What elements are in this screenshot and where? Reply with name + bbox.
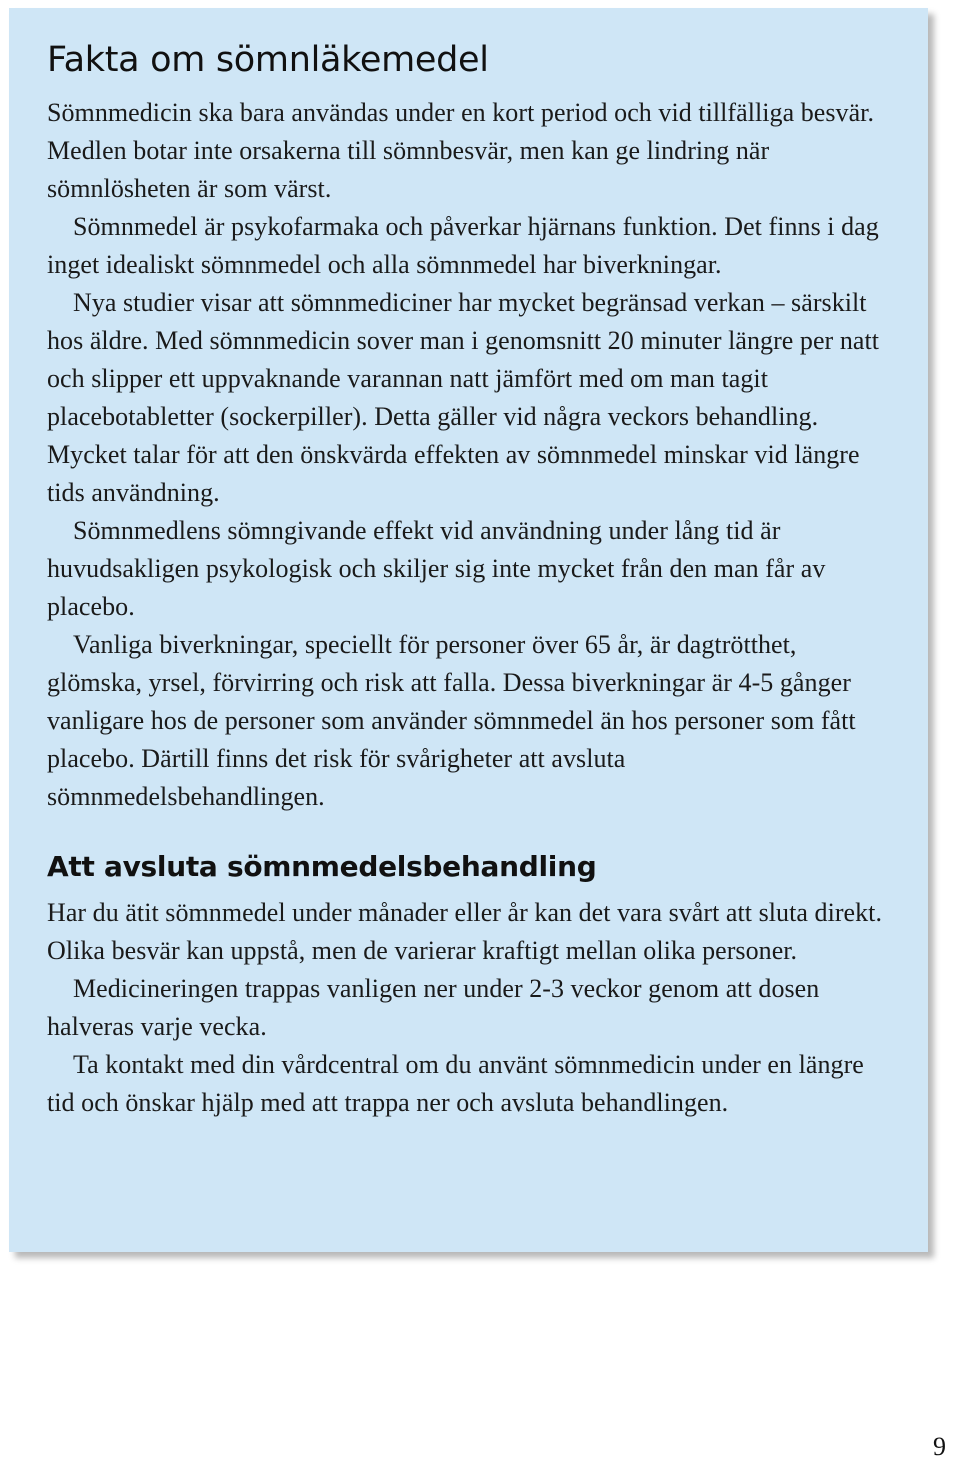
paragraph: Vanliga biverkningar, speciellt för personer över 65 år, är dagtrötthet, glömska, yrsel, förvirring och risk att falla. Dessa biverkningar är 4-5 gånger vanligare hos de personer som använder sömnmedel än hos personer som fått placebo. Därtill finns det risk för svårigheter att avsluta sömnmedelsbehandlingen. bbox=[47, 630, 856, 811]
page-number: 9 bbox=[933, 1432, 946, 1461]
paragraph: Sömnmedicin ska bara användas under en kort period och vid tillfälliga besvär. Medlen botar inte orsakerna till sömnbesvär, men kan ge lindring när sömnlösheten är som värst. bbox=[47, 98, 874, 203]
paragraph: Ta kontakt med din vårdcentral om du använt sömnmedicin under en längre tid och önskar hjälp med att trappa ner och avsluta behandlingen. bbox=[47, 1050, 864, 1117]
paragraph: Medicineringen trappas vanligen ner under 2-3 veckor genom att dosen halveras varje vecka. bbox=[47, 974, 820, 1041]
box-title: Fakta om sömnläkemedel bbox=[47, 40, 489, 80]
paragraph: Nya studier visar att sömnmediciner har mycket begränsad verkan – särskilt hos äldre. Med sömnmedicin sover man i genomsnitt 20 minuter längre per natt och slipper ett uppvaknande varannan natt jämfört med om man tagit placebotabletter (sockerpiller). Detta gäller vid några veckors behandling. Mycket talar för att den önskvärda effekten av sömnmedel minskar vid längre tids användning. bbox=[47, 288, 880, 507]
section-title: Att avsluta sömnmedelsbehandling bbox=[47, 850, 597, 883]
paragraph: Har du ätit sömnmedel under månader eller år kan det vara svårt att sluta direkt. Olika besvär kan uppstå, men de varierar kraftigt mellan olika personer. bbox=[47, 898, 883, 965]
fact-box bbox=[9, 8, 928, 1252]
paragraph: Sömnmedel är psykofarmaka och påverkar hjärnans funktion. Det finns i dag inget idealiskt sömnmedel och alla sömnmedel har biverkningar. bbox=[47, 212, 879, 279]
paragraph: Sömnmedlens sömngivande effekt vid användning under lång tid är huvudsakligen psykologisk och skiljer sig inte mycket från den man får av placebo. bbox=[47, 516, 826, 621]
